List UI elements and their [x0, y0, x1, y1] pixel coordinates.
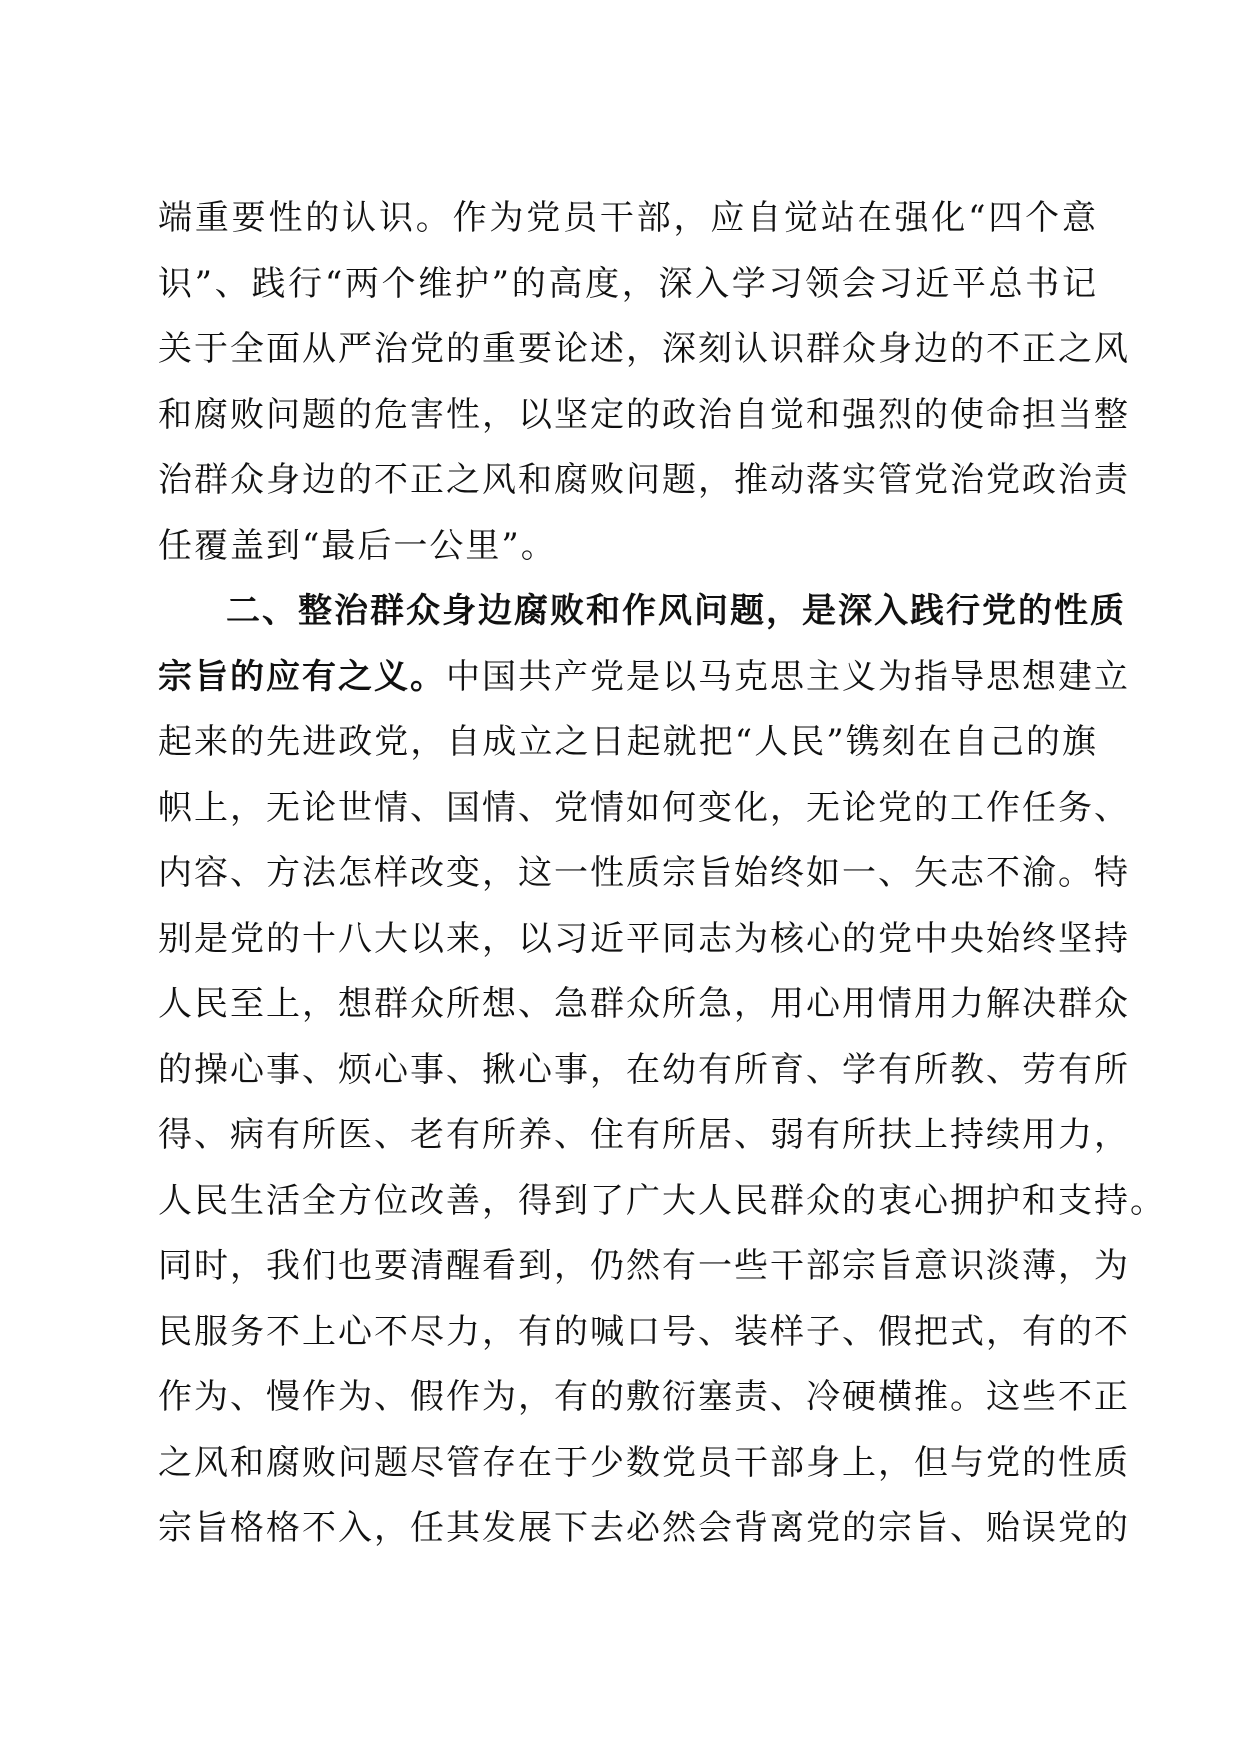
paragraph-1-line-4: 和腐败问题的危害性，以坚定的政治自觉和强烈的使命担当整 [158, 394, 1130, 435]
paragraph-2-line-5: 内容、方法怎样改变，这一性质宗旨始终如一、矢志不渝。特 [158, 853, 1130, 893]
paragraph-2-line-11: 同时，我们也要清醒看到，仍然有一些干部宗旨意识淡薄，为 [158, 1246, 1130, 1286]
paragraph-2-line-15: 宗旨格格不入，任其发展下去必然会背离党的宗旨、贻误党的 [158, 1508, 1130, 1548]
section-heading-part-1: 二、整治群众身边腐败和作风问题，是深入践行党的性质 [226, 591, 1126, 631]
paragraph-1-line-3: 关于全面从严治党的重要论述，深刻认识群众身边的不正之风 [158, 329, 1130, 369]
paragraph-1-line-2: 识”、践行“两个维护”的高度，深入学习领会习近平总书记 [158, 263, 1098, 304]
paragraph-2-heading-line-1 [158, 579, 1126, 645]
paragraph-1-line-1: 端重要性的认识。作为党员干部，应自觉站在强化“四个意 [158, 198, 1098, 238]
paragraph-2-line-9: 得、病有所医、老有所养、住有所居、弱有所扶上持续用力， [158, 1115, 1130, 1155]
paragraph-2-line-6: 别是党的十八大以来，以习近平同志为核心的党中央始终坚持 [158, 918, 1130, 959]
paragraph-2-line-10: 人民生活全方位改善，得到了广大人民群众的衷心拥护和支持。 [158, 1180, 1166, 1221]
paragraph-2-line-7: 人民至上，想群众所想、急群众所急，用心用情用力解决群众 [158, 984, 1130, 1024]
paragraph-1-line-6: 任覆盖到“最后一公里”。 [158, 525, 557, 566]
paragraph-2-heading-line-2 [158, 645, 1130, 711]
paragraph-2-line-3: 起来的先进政党，自成立之日起就把“人民”镌刻在自己的旗 [158, 722, 1098, 762]
paragraph-2-line-8: 的操心事、烦心事、揪心事，在幼有所育、学有所教、劳有所 [158, 1049, 1130, 1090]
section-heading-part-2: 宗旨的应有之义。 [158, 656, 446, 697]
paragraph-2-line-14: 之风和腐败问题尽管存在于少数党员干部身上，但与党的性质 [158, 1442, 1130, 1483]
document-body [158, 186, 1166, 1562]
paragraph-1-line-5: 治群众身边的不正之风和腐败问题，推动落实管党治党政治责 [158, 460, 1130, 500]
paragraph-2-line-12: 民服务不上心不尽力，有的喊口号、装样子、假把式，有的不 [158, 1311, 1130, 1352]
paragraph-2-line-13: 作为、慢作为、假作为，有的敷衍塞责、冷硬横推。这些不正 [158, 1377, 1130, 1417]
paragraph-2-line-4: 帜上，无论世情、国情、党情如何变化，无论党的工作任务、 [158, 787, 1130, 828]
paragraph-2-line-2-text: 中国共产党是以马克思主义为指导思想建立 [446, 656, 1130, 697]
